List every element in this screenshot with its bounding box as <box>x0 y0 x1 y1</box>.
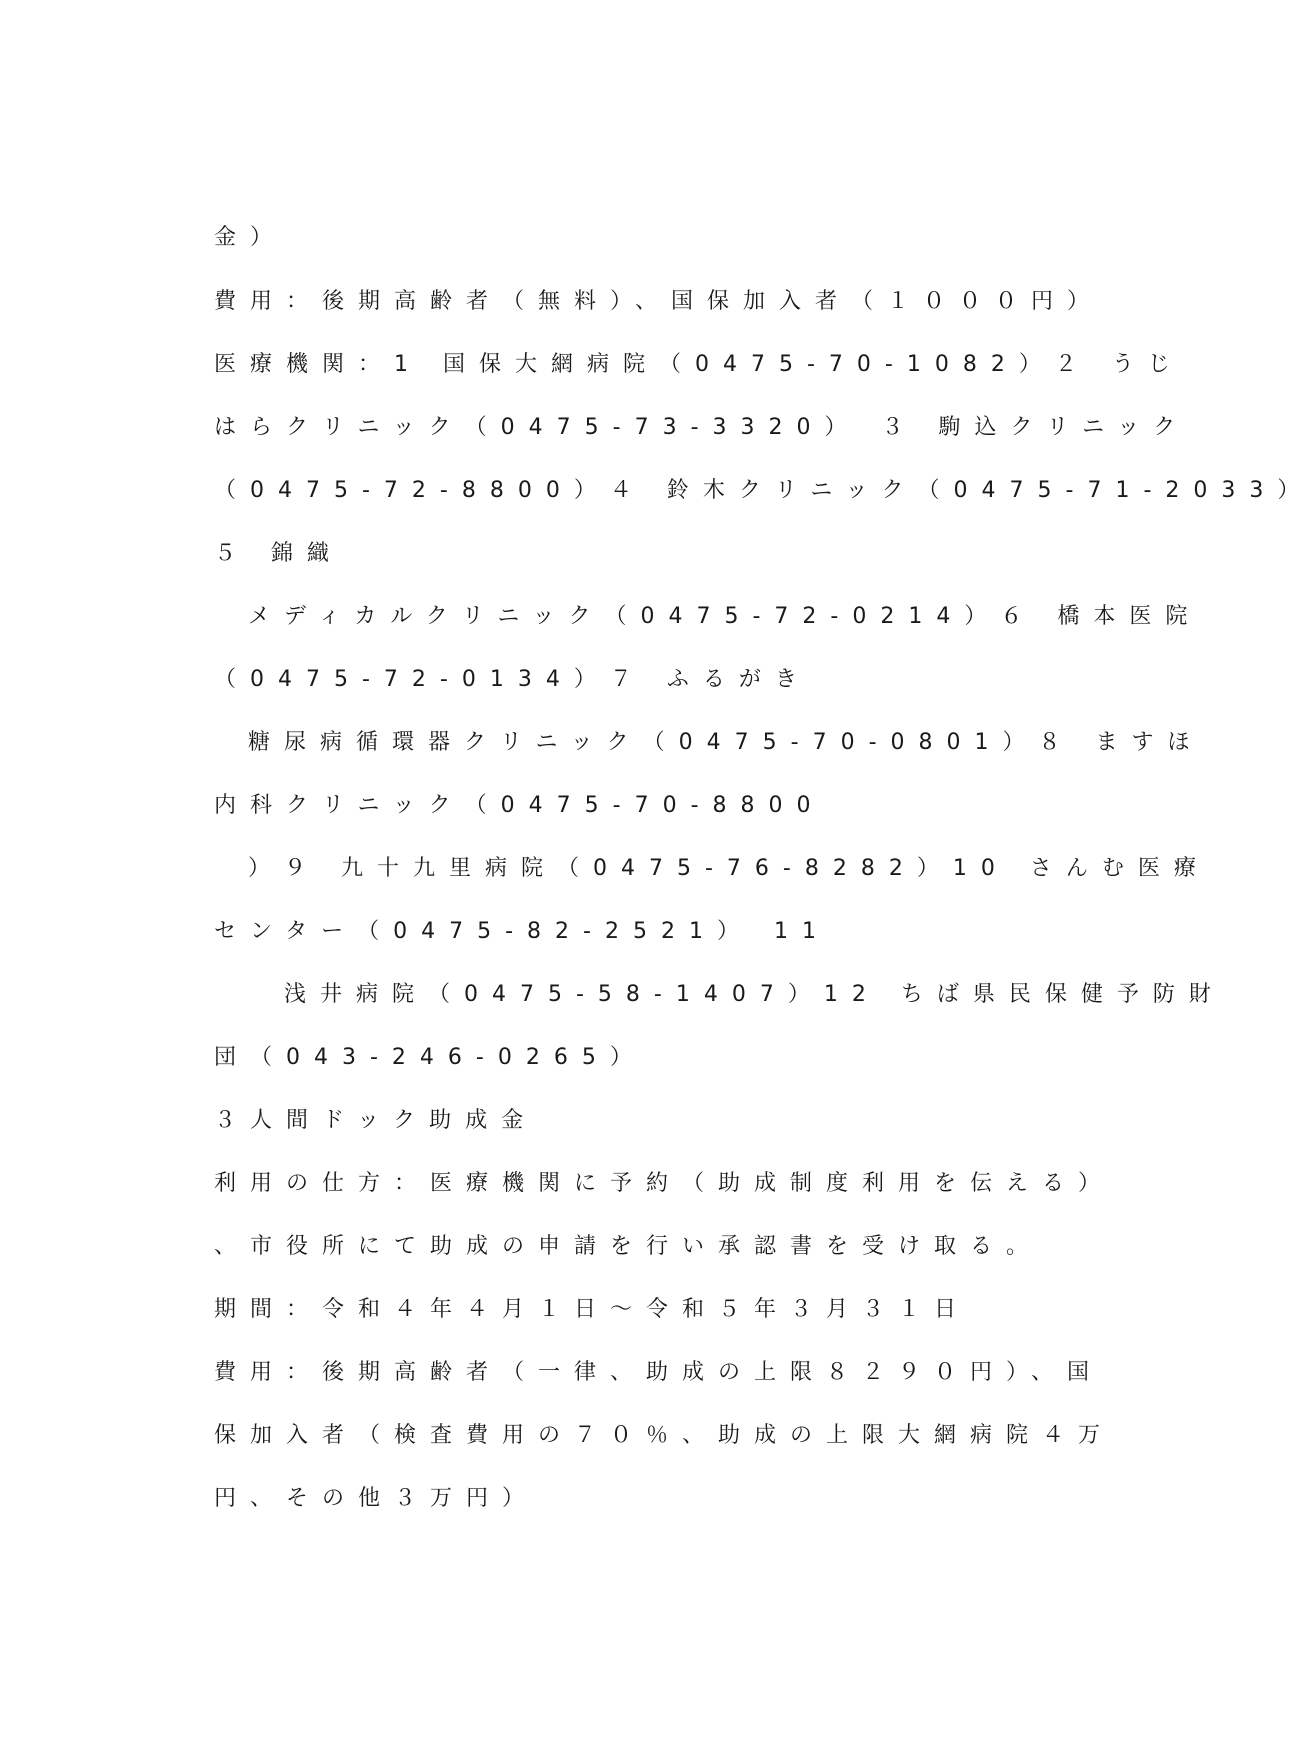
text-line-11: ）９ 九十九里病院（0475-76-8282）10 さんむ医療 <box>248 856 1210 881</box>
text-line-5: （0475-72-8800）４ 鈴木クリニック（0475-71-2033） <box>214 478 1313 503</box>
text-line-21: 円、その他３万円） <box>214 1486 539 1511</box>
text-line-2: 費用：後期高齢者（無料）、国保加入者（１０００円） <box>214 289 1104 314</box>
text-line-16: 利用の仕方：医療機関に予約（助成制度利用を伝える） <box>214 1171 1115 1196</box>
text-line-9: 糖尿病循環器クリニック（0475-70-0801）８ ますほ <box>248 730 1204 755</box>
text-line-7: メディカルクリニック（0475-72-0214）６ 橋本医院 <box>248 604 1202 629</box>
text-line-20: 保加入者（検査費用の７０％、助成の上限大網病院４万 <box>214 1423 1115 1448</box>
text-line-12: センター（0475-82-2521） 11 <box>214 919 830 944</box>
text-line-1: 金） <box>214 225 287 250</box>
text-line-14: 団（043-246-0265） <box>214 1045 646 1070</box>
section-heading: ３人間ドック助成金 <box>214 1108 538 1133</box>
text-line-18: 期間：令和４年４月１日～令和５年３月３１日 <box>214 1297 971 1322</box>
text-line-6: ５ 錦織 <box>214 541 343 566</box>
text-line-3: 医療機関：1 国保大網病院（0475-70-1082）２ うじ <box>214 352 1184 377</box>
text-line-17: 、市役所にて助成の申請を行い承認書を受け取る。 <box>214 1234 1043 1259</box>
text-line-8: （0475-72-0134）７ ふるがき <box>214 667 811 692</box>
text-line-4: はらクリニック（0475-73-3320） ３ 駒込クリニック <box>214 415 1190 440</box>
text-line-13: 浅井病院（0475-58-1407）12 ちば県民保健予防財 <box>284 982 1225 1007</box>
text-line-10: 内科クリニック（0475-70-8800 <box>214 793 825 818</box>
text-line-19: 費用：後期高齢者（一律、助成の上限８２９０円）、国 <box>214 1360 1104 1385</box>
